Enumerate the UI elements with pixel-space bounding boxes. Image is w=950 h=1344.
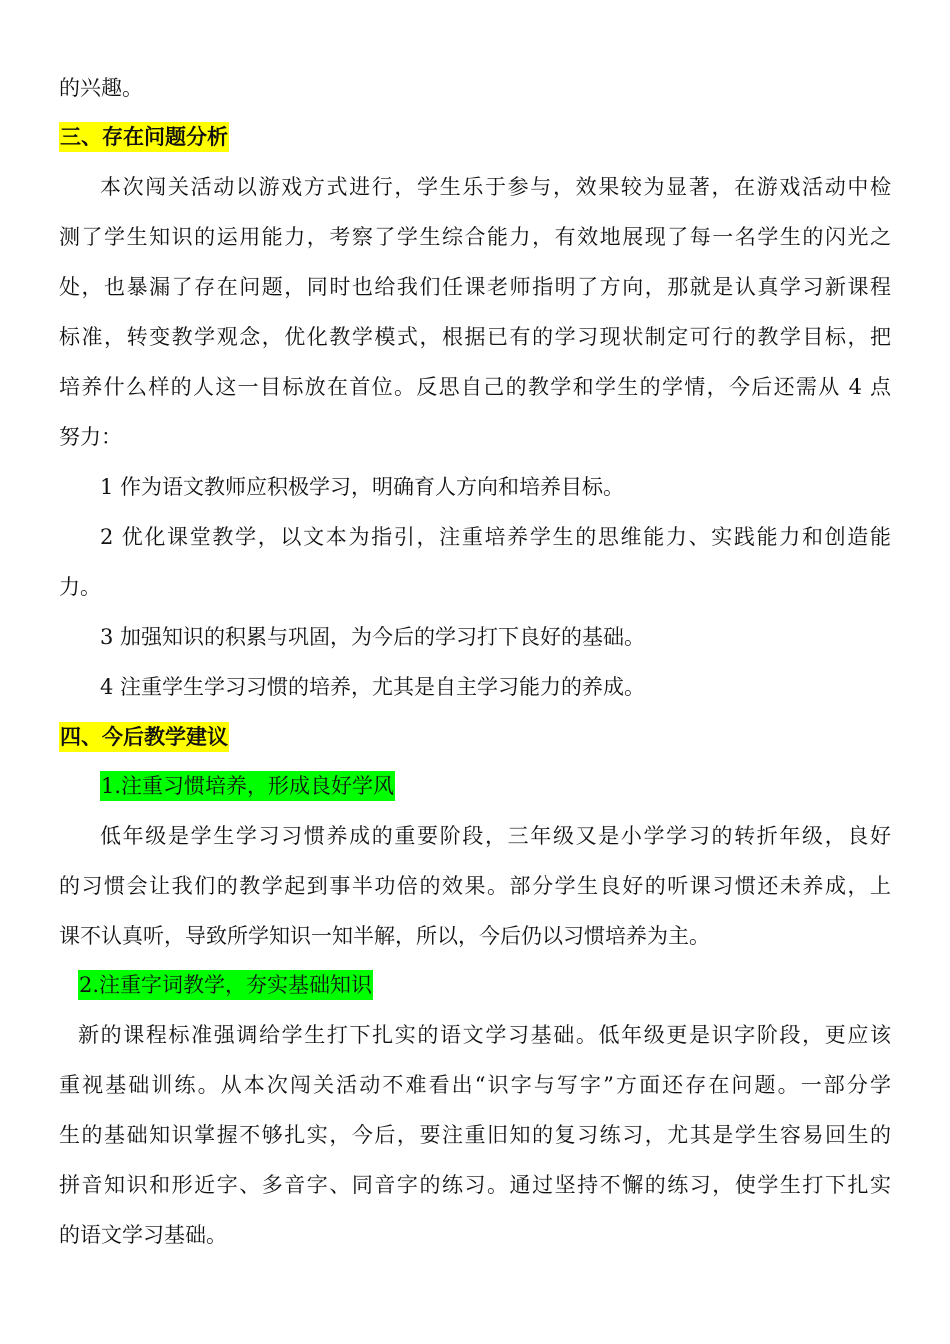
paragraph-line: 培养什么样的人这一目标放在首位。反思自己的教学和学生的学情，今后还需从 4 点: [59, 375, 891, 399]
list-item-4: 4 注重学生学习习惯的培养，尤其是自主学习能力的养成。: [100, 675, 646, 699]
section-heading-3-text: 三、存在问题分析: [59, 122, 229, 152]
list-item-2-continuation: 力。: [59, 575, 101, 599]
list-item-3: 3 加强知识的积累与巩固，为今后的学习打下良好的基础。: [100, 625, 646, 649]
subheading-2: [78, 970, 373, 1000]
paragraph-line: 本次闯关活动以游戏方式进行，学生乐于参与，效果较为显著，在游戏活动中检: [100, 175, 891, 199]
subheading-1: [100, 771, 395, 801]
paragraph-line: 课不认真听，导致所学知识一知半解，所以，今后仍以习惯培养为主。: [59, 924, 710, 948]
paragraph-line: 的习惯会让我们的教学起到事半功倍的效果。部分学生良好的听课习惯还未养成，上: [59, 874, 891, 898]
paragraph-line: 拼音知识和形近字、多音字、同音字的练习。通过坚持不懈的练习，使学生打下扎实: [59, 1173, 891, 1197]
paragraph-line: 测了学生知识的运用能力，考察了学生综合能力，有效地展现了每一名学生的闪光之: [59, 225, 891, 249]
section-heading-4: [59, 722, 229, 752]
section-heading-4-text: 四、今后教学建议: [59, 722, 229, 752]
section-heading-3: [59, 122, 229, 152]
paragraph-line: 低年级是学生学习习惯养成的重要阶段，三年级又是小学学习的转折年级，良好: [100, 824, 891, 848]
list-item-1: 1 作为语文教师应积极学习，明确育人方向和培养目标。: [100, 475, 625, 499]
paragraph-line: 新的课程标准强调给学生打下扎实的语文学习基础。低年级更是识字阶段，更应该: [78, 1023, 891, 1047]
paragraph-line: 生的基础知识掌握不够扎实，今后，要注重旧知的复习练习，尤其是学生容易回生的: [59, 1123, 891, 1147]
paragraph-line: 的语文学习基础。: [59, 1223, 227, 1247]
subheading-1-text: 1.注重习惯培养，形成良好学风: [100, 771, 395, 801]
paragraph-line: 处，也暴漏了存在问题，同时也给我们任课老师指明了方向，那就是认真学习新课程: [59, 275, 891, 299]
subheading-2-text: 2.注重字词教学，夯实基础知识: [78, 970, 373, 1000]
paragraph-line: 标准，转变教学观念，优化教学模式，根据已有的学习现状制定可行的教学目标，把: [59, 325, 891, 349]
paragraph-line: 努力：: [59, 425, 122, 449]
list-item-2: 2 优化课堂教学，以文本为指引，注重培养学生的思维能力、实践能力和创造能: [100, 525, 891, 549]
paragraph-line: 重视基础训练。从本次闯关活动不难看出“识字与写字”方面还存在问题。一部分学: [59, 1073, 891, 1097]
paragraph-line: 的兴趣。: [59, 76, 143, 100]
